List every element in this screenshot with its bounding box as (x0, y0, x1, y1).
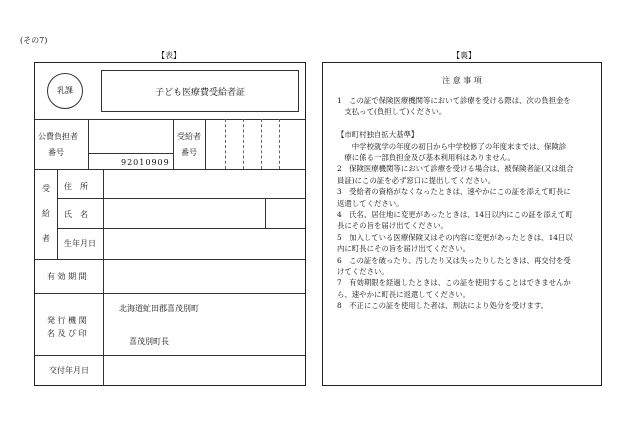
note-line: ら、速やかに町長に返還してください。 (337, 289, 471, 299)
note-line: 2 保険医療機関等において診療を受ける場合は、被保険者証(又は組合 (337, 164, 574, 174)
note-line: 5 加入している医療保険又はその内容に変更があったときは、14日以 (337, 232, 573, 242)
note-line: 療に係る一部負担金及び基本利用料はありません。 (337, 153, 515, 163)
note-line: 中学校就学の年度の初日から中学校修了の年度末までは、保険診 (337, 141, 567, 151)
note-line: 員証)にこの証を必ず窓口に提出してください。 (337, 175, 496, 185)
note-line: 1 この証で保険医療機関等において診療を受ける際は、次の負担金を (337, 96, 571, 105)
seal-text: 乳課 (57, 85, 73, 95)
note-line (337, 118, 595, 129)
note-line: 返還してください。 (337, 198, 404, 208)
card-title: 子ども医療費受給者証 (154, 87, 245, 98)
form-number: (その7) (20, 36, 48, 45)
issuer-label-1: 発 行 機 関 (47, 316, 87, 325)
back-label: 【裏】 (452, 51, 476, 60)
notes-title: 注 意 事 項 (442, 76, 482, 85)
front-card (34, 62, 306, 386)
issue-date-label: 交付年月日 (49, 366, 89, 375)
note-line: 内に町長にその旨を届け出てください。 (337, 244, 471, 254)
recipient-char-2: 給 (42, 209, 50, 218)
dob-label: 生年月日 (64, 239, 96, 248)
note-line: けてください。 (337, 267, 389, 277)
back-card (322, 62, 602, 386)
payer-label-1: 公費負担者 (38, 132, 78, 141)
note-line: 【市町村独自拡大基準】 (337, 130, 419, 140)
note-line: 4 氏名、居住地に変更があったときは、14日以内にこの証を添えて町 (337, 210, 573, 220)
note-line: 支払って(負担して)ください。 (337, 107, 447, 117)
recipient-char-3: 者 (42, 234, 50, 243)
front-label: 【表】 (157, 51, 181, 60)
seal-stamp (47, 73, 83, 109)
issuer-label-2: 名 及 び 印 (47, 329, 87, 338)
note-line: 7 有効期限を経過したときは、この証を使用することはできませんか (337, 278, 571, 288)
issuer-name: 喜茂別町長 (129, 337, 169, 346)
note-line: 8 不正にこの証を使用した者は、刑法により処分を受けます。 (337, 301, 549, 311)
address-label: 住 所 (64, 182, 88, 191)
notes-body (337, 95, 595, 312)
title-box (101, 70, 299, 112)
payer-number-value: 92010909 (121, 158, 170, 167)
issuer-address: 北海道虻田郡喜茂別町 (119, 304, 199, 313)
validity-label: 有 効 期 間 (47, 272, 87, 281)
recipient-number-label-2: 番号 (181, 148, 197, 157)
name-label: 氏 名 (64, 210, 88, 219)
note-line: 6 この証を破ったり、汚したり又は失ったりしたときは、再交付を受 (337, 255, 571, 265)
note-line: 長にその旨を届け出てください。 (337, 221, 448, 231)
recipient-number-label-1: 受給者 (177, 132, 201, 141)
recipient-char-1: 受 (42, 184, 50, 193)
payer-label-2: 番号 (48, 148, 64, 157)
note-line: 3 受給者の資格がなくなったときは、速やかにこの証を添えて町長に (337, 187, 571, 197)
